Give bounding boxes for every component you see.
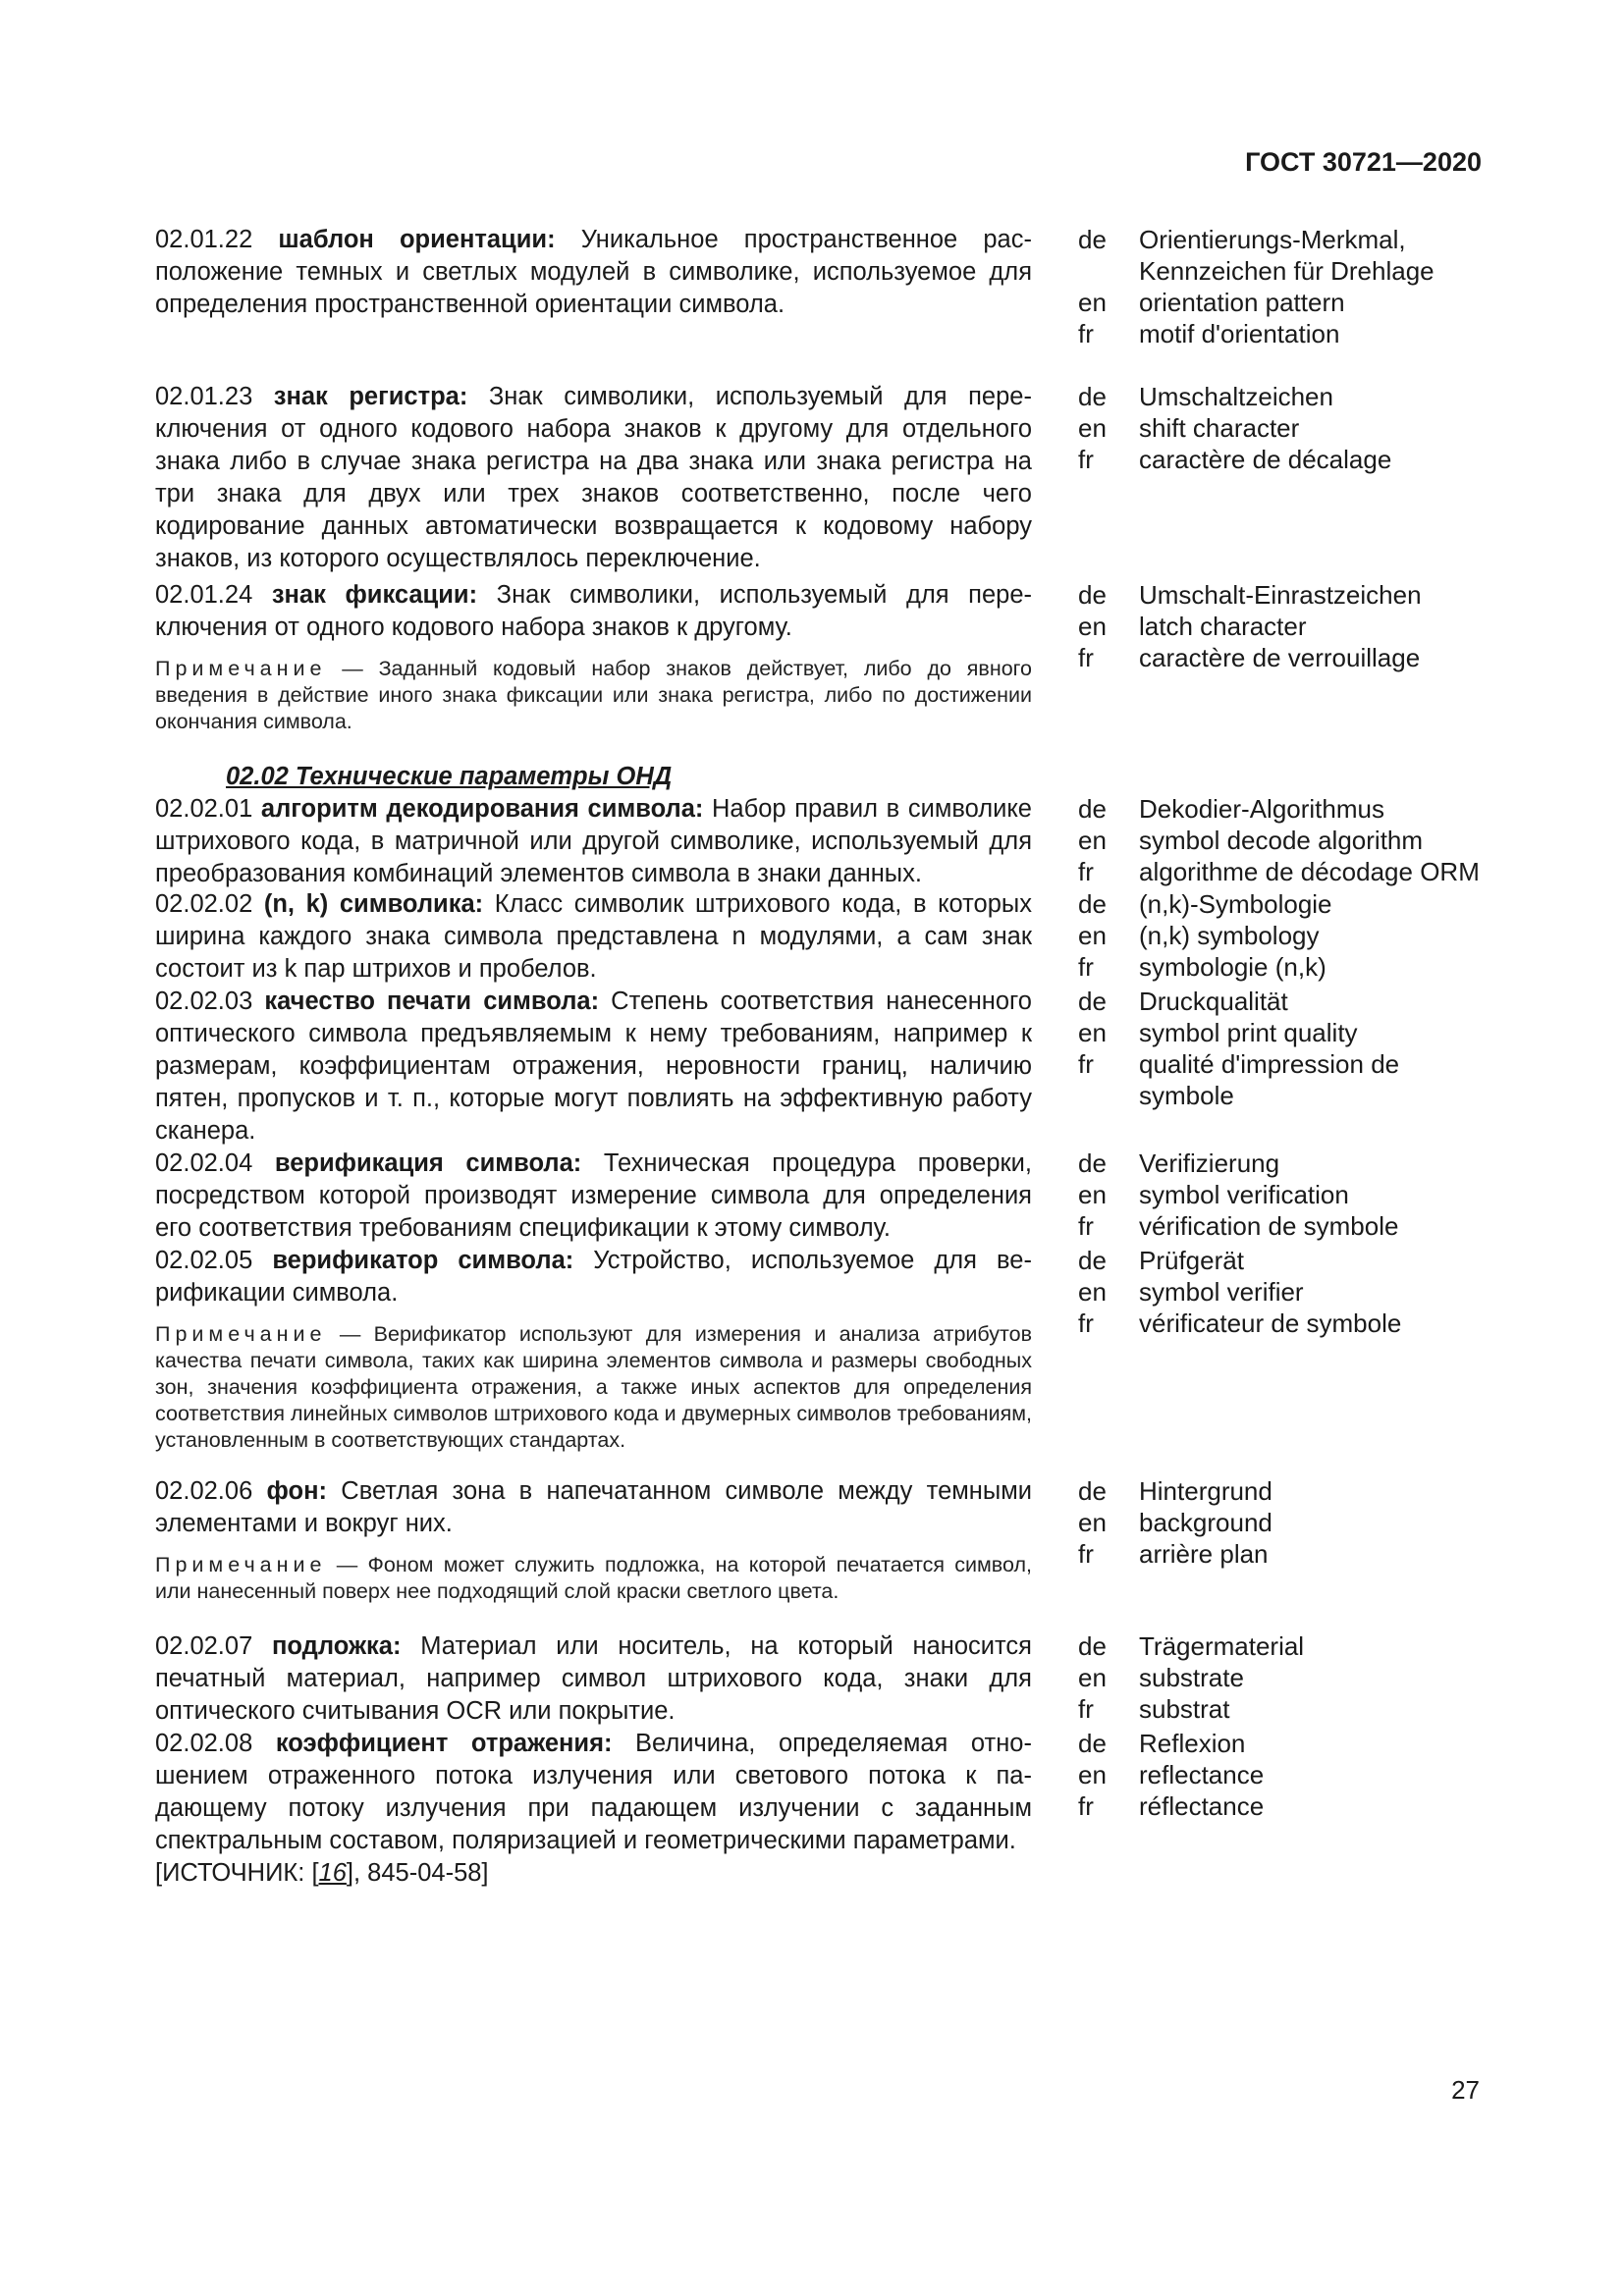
term-def-text: Класс символик штрихового кода, в которых ширина каждого знака символа представлена n модулями, а сам знак состоит из k пар штрихов и пробелов. <box>155 890 1033 983</box>
translation-text: motif d'orientation <box>1139 319 1340 348</box>
term-definition <box>155 381 1032 575</box>
term-definition <box>155 224 1032 321</box>
source-citation <box>155 1857 1032 1890</box>
term-entry <box>155 986 1490 1148</box>
translation-row <box>1078 444 1490 475</box>
lang-code: en <box>1078 1508 1107 1537</box>
source-suffix: ], 845-04-58] <box>346 1859 489 1887</box>
translation-text: réflectance <box>1139 1791 1265 1821</box>
term-entry <box>155 1728 1490 1890</box>
lang-code: de <box>1078 1729 1107 1758</box>
lang-code: fr <box>1078 1694 1094 1724</box>
lang-code: fr <box>1078 1308 1094 1338</box>
translation-row <box>1078 1148 1490 1179</box>
term-number: 02.02.01 <box>155 795 253 823</box>
term-def-text: Набор правил в символике штрихового кода, в матричной или другой символике, используемый для преобразования комбинаций элементов символа в знаки данных. <box>155 795 1032 887</box>
translation-text: algorithme de décodage ORM <box>1139 857 1480 886</box>
translation-text: Verifizierung <box>1139 1148 1280 1178</box>
term-name: алгоритм декодирования символа: <box>260 795 704 823</box>
translation-row <box>1078 1179 1490 1210</box>
translations <box>1078 579 1490 673</box>
lang-code: fr <box>1078 445 1094 474</box>
term-name: фон: <box>266 1477 327 1505</box>
translation-row <box>1078 1630 1490 1662</box>
source-reference-link[interactable]: 16 <box>318 1859 347 1887</box>
note-label: Примечание <box>155 1553 327 1576</box>
term-entry <box>155 793 1490 890</box>
term-number: 02.01.22 <box>155 226 253 253</box>
term-definition <box>155 579 1032 735</box>
translation-text: symbol verification <box>1139 1180 1349 1209</box>
term-number: 02.02.06 <box>155 1477 253 1505</box>
term-name: (n, k) символика: <box>263 890 484 918</box>
term-entry <box>155 1475 1490 1605</box>
term-entry <box>155 1148 1490 1245</box>
translation-row <box>1078 1245 1490 1276</box>
translation-text: symbologie (n,k) <box>1139 952 1326 982</box>
lang-code: fr <box>1078 1049 1094 1079</box>
lang-code: de <box>1078 225 1107 254</box>
note-label: Примечание <box>155 1322 327 1346</box>
translation-row <box>1078 856 1490 887</box>
translation-text: Umschaltzeichen <box>1139 382 1333 411</box>
translation-row <box>1078 825 1490 856</box>
section-title: 02.02 Технические параметры ОНД <box>226 763 673 790</box>
term-def-text: Светлая зона в напечатанном символе между темными элементами и вокруг них. <box>155 1477 1032 1537</box>
term-definition <box>155 1245 1032 1454</box>
term-entry <box>155 1630 1490 1728</box>
translation-text: Orientierungs-Merkmal, Kennzeichen für Drehlage <box>1139 225 1435 286</box>
translations <box>1078 224 1490 349</box>
lang-code: fr <box>1078 1211 1094 1241</box>
term-name: качество печати символа: <box>264 988 600 1015</box>
translation-text: substrat <box>1139 1694 1230 1724</box>
translation-text: symbol print quality <box>1139 1018 1358 1047</box>
term-def-text: Устройство, используемое для верификации символа. <box>155 1247 1032 1307</box>
term-def-text: Уникальное пространственное расположение темных и светлых модулей в символике, используемое для определения пространственной ориентации символа. <box>155 226 1032 318</box>
term-def-text: Величина, определяемая отношением отраженного потока излучения или светового потока к падающему потоку излучения при падающем излучении с заданным спектральным составом, поляризацией и геометрическими параметрами. <box>155 1730 1032 1854</box>
translation-row <box>1078 1017 1490 1048</box>
translation-text: reflectance <box>1139 1760 1265 1789</box>
translation-row <box>1078 1728 1490 1759</box>
translation-row <box>1078 611 1490 642</box>
lang-code: fr <box>1078 952 1094 982</box>
lang-code: de <box>1078 987 1107 1016</box>
lang-code: en <box>1078 612 1107 641</box>
translations <box>1078 1475 1490 1570</box>
translation-text: substrate <box>1139 1663 1244 1692</box>
translation-text: symbol decode algorithm <box>1139 826 1424 855</box>
translations <box>1078 1148 1490 1242</box>
lang-code: en <box>1078 1180 1107 1209</box>
lang-code: de <box>1078 1246 1107 1275</box>
term-definition <box>155 1475 1032 1605</box>
translation-row <box>1078 1276 1490 1308</box>
lang-code: en <box>1078 1663 1107 1692</box>
note <box>155 1552 1032 1605</box>
translation-row <box>1078 381 1490 412</box>
translations <box>1078 793 1490 887</box>
translation-row <box>1078 1662 1490 1693</box>
term-number: 02.02.05 <box>155 1247 253 1274</box>
translation-text: arrière plan <box>1139 1539 1269 1569</box>
translation-row <box>1078 1210 1490 1242</box>
translations <box>1078 1728 1490 1822</box>
term-name: подложка: <box>272 1632 402 1660</box>
translation-row <box>1078 412 1490 444</box>
lang-code: en <box>1078 826 1107 855</box>
translation-row <box>1078 1048 1490 1111</box>
term-name: верификация символа: <box>274 1149 582 1177</box>
lang-code: fr <box>1078 857 1094 886</box>
term-number: 02.02.08 <box>155 1730 253 1757</box>
term-definition <box>155 1630 1032 1728</box>
translation-text: qualité d'impression de symbole <box>1139 1049 1400 1110</box>
term-number: 02.02.02 <box>155 890 253 918</box>
lang-code: de <box>1078 382 1107 411</box>
note <box>155 1321 1032 1454</box>
note-label: Примечание <box>155 657 327 680</box>
term-definition <box>155 793 1032 890</box>
translation-row <box>1078 951 1490 983</box>
lang-code: en <box>1078 413 1107 443</box>
translation-row <box>1078 1538 1490 1570</box>
translation-row <box>1078 1475 1490 1507</box>
translation-text: caractère de verrouillage <box>1139 643 1421 672</box>
translations <box>1078 888 1490 983</box>
lang-code: de <box>1078 1476 1107 1506</box>
translation-text: Druckqualität <box>1139 987 1288 1016</box>
translation-row <box>1078 287 1490 318</box>
translation-row <box>1078 1693 1490 1725</box>
term-def-text: Знак символики, используемый для переключения от одного кодового набора знаков к другому. <box>155 581 1033 641</box>
translation-text: vérification de symbole <box>1139 1211 1399 1241</box>
term-number: 02.01.23 <box>155 383 253 410</box>
translation-row <box>1078 579 1490 611</box>
translation-text: Umschalt-Einrastzeichen <box>1139 580 1422 610</box>
translation-text: Prüfgerät <box>1139 1246 1244 1275</box>
translation-row <box>1078 642 1490 673</box>
translation-text: caractère de décalage <box>1139 445 1392 474</box>
translation-text: background <box>1139 1508 1272 1537</box>
term-def-text: Знак символики, используемый для переключения от одного кодового набора знаков к другому для отдельного знака либо в случае знака регистра на два знака или знака регистра на три знака для двух или трех знаков соответственно, после чего кодирование данных автоматически возвращается к кодовому набору знаков, из которого осуществлялось переключение. <box>155 383 1032 572</box>
term-name: шаблон ориентации: <box>278 226 556 253</box>
term-entry <box>155 579 1490 735</box>
term-entry <box>155 888 1490 986</box>
term-def-text: Степень соответствия нанесенного оптического символа предъявляемым к нему требованиям, например к размерам, коэффициентам отражения, неровности границ, наличию пятен, пропусков и т. п., которые могут повлиять на эффективную работу сканера. <box>155 988 1032 1145</box>
lang-code: fr <box>1078 1539 1094 1569</box>
term-name: верификатор символа: <box>272 1247 574 1274</box>
note <box>155 656 1032 735</box>
document-header: ГОСТ 30721—2020 <box>1245 147 1482 177</box>
translation-row <box>1078 986 1490 1017</box>
term-name: коэффициент отражения: <box>275 1730 613 1757</box>
translation-text: Trägermaterial <box>1139 1631 1305 1661</box>
lang-code: en <box>1078 921 1107 950</box>
term-number: 02.01.24 <box>155 581 253 609</box>
translation-text: orientation pattern <box>1139 288 1345 317</box>
translation-row <box>1078 1308 1490 1339</box>
note-text: — Верификатор используют для измерения и анализа атрибутов качества печати символа, таких как ширина элементов символа и размеры свободных зон, значения коэффициента отражения, а также иных аспектов для определения соответствия линейных символов штрихового кода и двумерных символов требованиям, установленным в соответствующих стандартах. <box>155 1322 1032 1452</box>
translation-text: vérificateur de symbole <box>1139 1308 1402 1338</box>
translation-row <box>1078 793 1490 825</box>
note-text: — Фоном может служить подложка, на которой печатается символ, или нанесенный поверх нее подходящий слой краски светлого цвета. <box>155 1553 1032 1603</box>
translation-text: (n,k) symbology <box>1139 921 1320 950</box>
term-def-text: Материал или носитель, на который наносится печатный материал, например символ штрихового кода, знаки для оптического считывания OCR или покрытие. <box>155 1632 1032 1725</box>
term-definition <box>155 888 1032 986</box>
page-content <box>155 224 1490 1890</box>
page-number: 27 <box>1451 2075 1480 2105</box>
term-number: 02.02.03 <box>155 988 253 1015</box>
term-number: 02.02.07 <box>155 1632 253 1660</box>
term-definition <box>155 1728 1032 1890</box>
translation-row <box>1078 224 1490 287</box>
translations <box>1078 986 1490 1111</box>
lang-code: de <box>1078 889 1107 919</box>
lang-code: de <box>1078 794 1107 824</box>
translation-text: latch character <box>1139 612 1307 641</box>
lang-code: fr <box>1078 319 1094 348</box>
term-entry <box>155 318 1490 575</box>
translation-text: (n,k)-Symbologie <box>1139 889 1332 919</box>
term-definition <box>155 1148 1032 1245</box>
lang-code: de <box>1078 1631 1107 1661</box>
lang-code: en <box>1078 1018 1107 1047</box>
term-name: знак фиксации: <box>271 581 478 609</box>
term-entry <box>155 1245 1490 1454</box>
lang-code: en <box>1078 1760 1107 1789</box>
translation-text: symbol verifier <box>1139 1277 1304 1307</box>
translation-row <box>1078 888 1490 920</box>
term-definition <box>155 986 1032 1148</box>
lang-code: fr <box>1078 643 1094 672</box>
translation-text: Hintergrund <box>1139 1476 1272 1506</box>
term-number: 02.02.04 <box>155 1149 253 1177</box>
lang-code: en <box>1078 1277 1107 1307</box>
translations <box>1078 1630 1490 1725</box>
translation-text: Dekodier-Algorithmus <box>1139 794 1384 824</box>
translations <box>1078 1245 1490 1339</box>
translation-text: Reflexion <box>1139 1729 1246 1758</box>
translation-row <box>1078 318 1490 349</box>
translation-row <box>1078 1790 1490 1822</box>
translation-row <box>1078 1759 1490 1790</box>
lang-code: de <box>1078 1148 1107 1178</box>
term-def-text: Техническая процедура проверки, посредством которой производят измерение символа для определения его соответствия требованиям спецификации к этому символу. <box>155 1149 1032 1242</box>
note-text: — Заданный кодовый набор знаков действует, либо до явного введения в действие иного знака фиксации или знака регистра, либо по достижении окончания символа. <box>155 657 1032 733</box>
translation-text: shift character <box>1139 413 1300 443</box>
term-name: знак регистра: <box>273 383 468 410</box>
lang-code: de <box>1078 580 1107 610</box>
translation-row <box>1078 920 1490 951</box>
source-prefix: [ИСТОЧНИК: [ <box>155 1859 319 1887</box>
lang-code: en <box>1078 288 1107 317</box>
translations <box>1078 381 1490 475</box>
lang-code: fr <box>1078 1791 1094 1821</box>
translation-row <box>1078 1507 1490 1538</box>
